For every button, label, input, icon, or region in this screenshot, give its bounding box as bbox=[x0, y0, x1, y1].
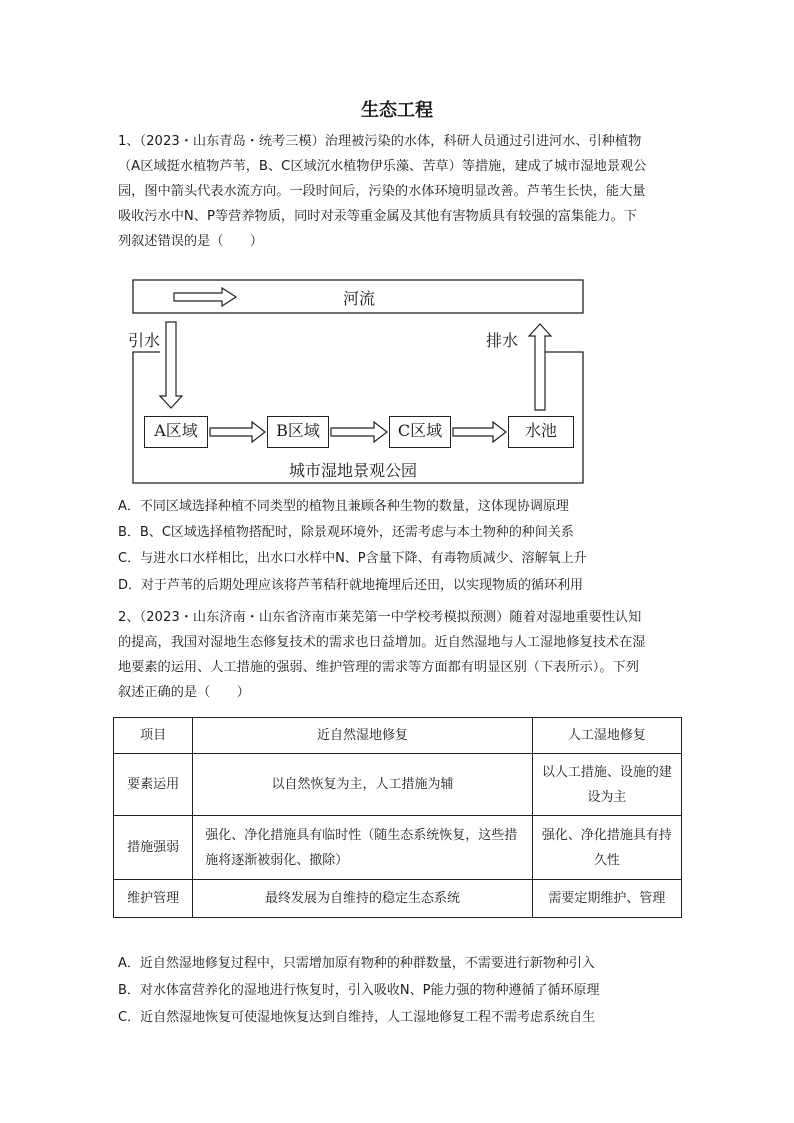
q2-line: 叙述正确的是（ ） bbox=[118, 685, 250, 700]
outflow-label: 排水 bbox=[486, 331, 519, 350]
q1-line: （A区域挺水植物芦苇，B、C区域沉水植物伊乐藻、苦草）等措施，建成了城市湿地景观公 bbox=[118, 159, 647, 174]
question-2-stem bbox=[118, 605, 684, 705]
zone-b-box: B区域 bbox=[267, 416, 329, 448]
table-header: 近自然湿地修复 bbox=[193, 718, 533, 754]
flow-arrow-b-c bbox=[331, 422, 387, 442]
q2-option-b: B．对水体富营养化的湿地进行恢复时，引入吸收N、P能力强的物种遵循了循环原理 bbox=[118, 983, 600, 998]
q1-option-b: B．B、C区域选择植物搭配时，除景观环境外，还需考虑与本土物种的种间关系 bbox=[118, 525, 574, 540]
zone-a-box: A区域 bbox=[144, 416, 208, 448]
q1-line: 园，图中箭头代表水流方向。一段时间后，污染的水体环境明显改善。芦苇生长快，能大量 bbox=[118, 184, 646, 199]
q1-option-a: A．不同区域选择种植不同类型的植物且兼顾各种生物的数量，这体现协调原理 bbox=[118, 499, 569, 514]
flow-arrow-a-b bbox=[210, 422, 265, 442]
q1-line: 1、（2023・山东青岛・统考三模）治理被污染的水体，科研人员通过引进河水、引种植物 bbox=[118, 134, 642, 149]
table-row bbox=[114, 880, 682, 918]
page-title: 生态工程 bbox=[361, 100, 433, 121]
table-header-row bbox=[114, 718, 682, 754]
q2-line: 的提高，我国对湿地生态修复技术的需求也日益增加。近自然湿地与人工湿地修复技术在湿 bbox=[118, 635, 646, 650]
table-cell: 以人工措施、设施的建设为主 bbox=[532, 754, 681, 816]
q1-line: 吸收污水中N、P等营养物质，同时对汞等重金属及其他有害物质具有较强的富集能力。下 bbox=[118, 209, 637, 224]
river-label: 河流 bbox=[343, 289, 376, 308]
table-cell: 措施强弱 bbox=[114, 816, 193, 880]
table-header: 人工湿地修复 bbox=[532, 718, 681, 754]
flow-arrow-c-pool bbox=[453, 422, 506, 442]
table-cell: 强化、净化措施具有持久性 bbox=[532, 816, 681, 880]
q2-option-c: C．近自然湿地恢复可使湿地恢复达到自维持，人工湿地修复工程不需考虑系统自生 bbox=[118, 1010, 596, 1025]
table-header: 项目 bbox=[114, 718, 193, 754]
table-cell: 以自然恢复为主，人工措施为辅 bbox=[193, 754, 533, 816]
park-label: 城市湿地景观公园 bbox=[289, 461, 418, 480]
q2-line: 2、（2023・山东济南・山东省济南市莱芜第一中学校考模拟预测）随着对湿地重要性认知 bbox=[118, 610, 642, 625]
table-cell: 最终发展为自维持的稳定生态系统 bbox=[193, 880, 533, 918]
q1-option-d: D．对于芦苇的后期处理应该将芦苇秸秆就地掩埋后还田，以实现物质的循环利用 bbox=[118, 578, 584, 593]
table-cell: 要素运用 bbox=[114, 754, 193, 816]
q2-option-a: A．近自然湿地修复过程中，只需增加原有物种的种群数量，不需要进行新物种引入 bbox=[118, 956, 595, 971]
table-row bbox=[114, 754, 682, 816]
table-cell: 维护管理 bbox=[114, 880, 193, 918]
inflow-label: 引水 bbox=[128, 331, 161, 350]
q1-line: 列叙述错误的是（ ） bbox=[118, 234, 264, 249]
zone-c-box: C区域 bbox=[389, 416, 451, 448]
river-flow-arrow bbox=[174, 288, 236, 306]
pool-box: 水池 bbox=[508, 416, 574, 448]
outflow-arrow bbox=[529, 324, 551, 410]
question-1-stem bbox=[118, 129, 684, 254]
inflow-arrow bbox=[160, 322, 182, 408]
table-row bbox=[114, 816, 682, 880]
wetland-flow-diagram bbox=[126, 278, 596, 490]
q2-line: 地要素的运用、人工措施的强弱、维护管理的需求等方面都有明显区别（下表所示）。下列 bbox=[118, 660, 639, 675]
table-cell: 强化、净化措施具有临时性（随生态系统恢复，这些措施将逐渐被弱化、撤除） bbox=[193, 816, 533, 880]
table-cell: 需要定期维护、管理 bbox=[532, 880, 681, 918]
comparison-table bbox=[113, 717, 682, 918]
q1-option-c: C．与进水口水样相比，出水口水样中N、P含量下降、有毒物质减少、溶解氧上升 bbox=[118, 551, 587, 566]
